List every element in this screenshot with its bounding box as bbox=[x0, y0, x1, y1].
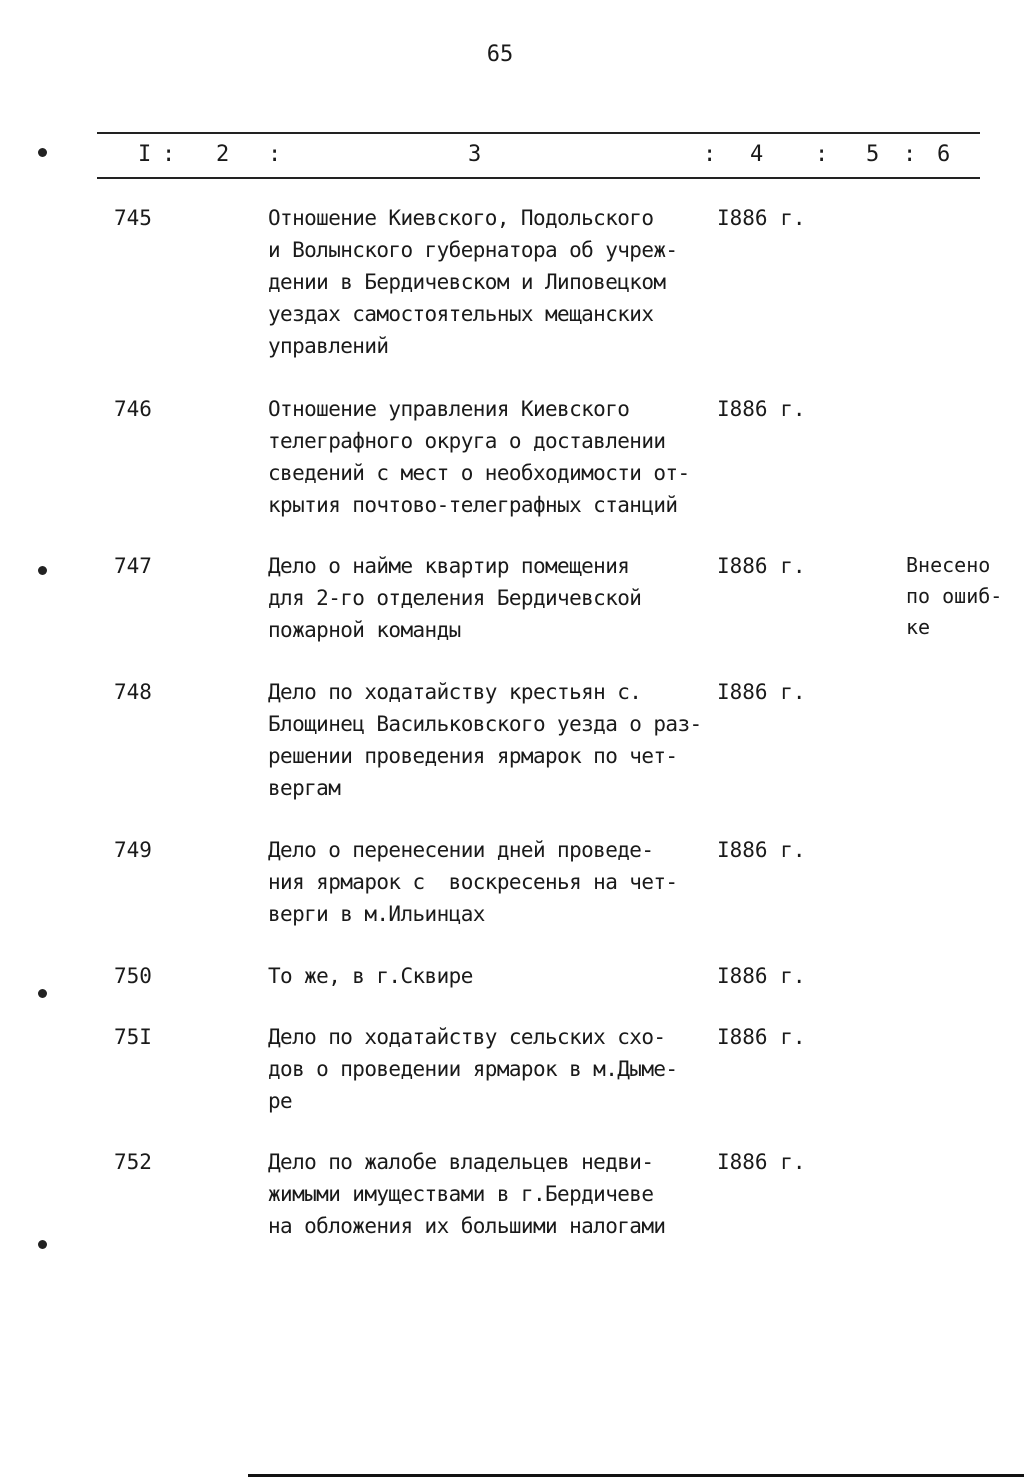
description-line: телеграфного округа о доставлении bbox=[268, 429, 666, 453]
page-bottom-rule bbox=[248, 1474, 1024, 1477]
description-line: управлений bbox=[268, 334, 389, 358]
entry-number: 745 bbox=[114, 206, 152, 230]
header-separator: : bbox=[703, 142, 717, 167]
description-line: на обложения их большими налогами bbox=[268, 1214, 666, 1238]
entry-year: I886 г. bbox=[717, 680, 806, 704]
description-line: Блощинец Васильковского уезда о раз- bbox=[268, 712, 702, 736]
description-line: вергам bbox=[268, 776, 341, 800]
description-line: и Волынского губернатора об учреж- bbox=[268, 238, 678, 262]
entry-description bbox=[268, 960, 718, 992]
description-line: Дело по ходатайству крестьян с. bbox=[268, 680, 642, 704]
entry-year: I886 г. bbox=[717, 554, 806, 578]
entry-description bbox=[268, 202, 718, 362]
description-line: Отношение управления Киевского bbox=[268, 397, 630, 421]
punch-hole bbox=[38, 1240, 47, 1249]
punch-hole bbox=[38, 566, 47, 575]
description-line: дов о проведении ярмарок в м.Дыме- bbox=[268, 1057, 678, 1081]
description-line: пожарной команды bbox=[268, 618, 461, 642]
entry-description bbox=[268, 393, 718, 521]
header-separator: : bbox=[903, 142, 917, 167]
entry-number: 749 bbox=[114, 838, 152, 862]
punch-hole bbox=[38, 148, 47, 157]
entry-number: 750 bbox=[114, 964, 152, 988]
description-line: жимыми имуществами в г.Бердичеве bbox=[268, 1182, 654, 1206]
page-number: 65 bbox=[486, 42, 514, 67]
entry-number: 746 bbox=[114, 397, 152, 421]
note-line: по ошиб- bbox=[906, 584, 1003, 608]
description-line: крытия почтово-телеграфных станций bbox=[268, 493, 678, 517]
header-col-6: 6 bbox=[937, 142, 951, 167]
entry-description bbox=[268, 834, 718, 930]
description-line: для 2-го отделения Бердичевской bbox=[268, 586, 642, 610]
description-line: Отношение Киевского, Подольского bbox=[268, 206, 654, 230]
entry-note bbox=[906, 550, 1002, 643]
description-line: верги в м.Ильинцах bbox=[268, 902, 485, 926]
description-line: То же, в г.Сквире bbox=[268, 964, 473, 988]
header-col-5: 5 bbox=[866, 142, 880, 167]
note-line: ке bbox=[906, 615, 931, 639]
entry-year: I886 г. bbox=[717, 1150, 806, 1174]
description-line: Дело о перенесении дней проведе- bbox=[268, 838, 654, 862]
header-col-4: 4 bbox=[750, 142, 764, 167]
description-line: ния ярмарок с воскресенья на чет- bbox=[268, 870, 678, 894]
header-col-1: I bbox=[138, 142, 152, 167]
description-line: Дело по ходатайству сельских схо- bbox=[268, 1025, 666, 1049]
entry-description bbox=[268, 676, 718, 804]
description-line: решении проведения ярмарок по чет- bbox=[268, 744, 678, 768]
entry-year: I886 г. bbox=[717, 838, 806, 862]
description-line: Дело о найме квартир помещения bbox=[268, 554, 630, 578]
description-line: сведений с мест о необходимости от- bbox=[268, 461, 690, 485]
table-header-rule bbox=[97, 177, 980, 179]
header-separator: : bbox=[162, 142, 176, 167]
punch-hole bbox=[38, 989, 47, 998]
description-line: Дело по жалобе владельцев недви- bbox=[268, 1150, 654, 1174]
entry-year: I886 г. bbox=[717, 1025, 806, 1049]
entry-number: 747 bbox=[114, 554, 152, 578]
description-line: уездах самостоятельных мещанских bbox=[268, 302, 654, 326]
entry-number: 752 bbox=[114, 1150, 152, 1174]
entry-number: 748 bbox=[114, 680, 152, 704]
entry-description bbox=[268, 550, 718, 646]
header-separator: : bbox=[268, 142, 282, 167]
description-line: ре bbox=[268, 1089, 293, 1113]
header-col-3: 3 bbox=[468, 142, 482, 167]
header-col-2: 2 bbox=[216, 142, 230, 167]
entry-description bbox=[268, 1021, 718, 1117]
description-line: дении в Бердичевском и Липовецком bbox=[268, 270, 666, 294]
entry-year: I886 г. bbox=[717, 206, 806, 230]
table-top-rule bbox=[97, 132, 980, 134]
entry-year: I886 г. bbox=[717, 964, 806, 988]
note-line: Внесено bbox=[906, 553, 991, 577]
entry-year: I886 г. bbox=[717, 397, 806, 421]
entry-number: 75I bbox=[114, 1025, 152, 1049]
entry-description bbox=[268, 1146, 718, 1242]
header-separator: : bbox=[815, 142, 829, 167]
